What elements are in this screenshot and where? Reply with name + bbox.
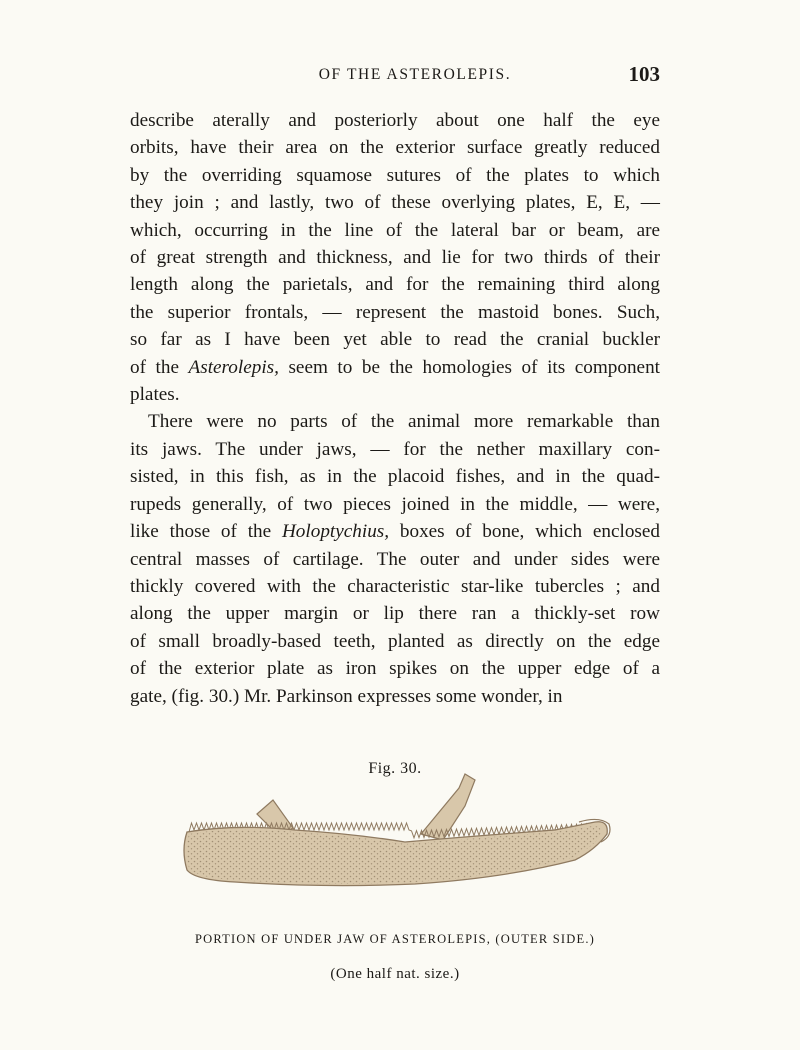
paragraph-1	[130, 107, 660, 408]
text-run: of the	[130, 356, 189, 378]
figure-label: Fig. 30.	[368, 760, 422, 777]
text-line: rupeds generally, of two pieces joined in the middle, — were,	[130, 493, 660, 515]
text-line	[130, 518, 660, 545]
text-line: along the upper margin or lip there ran a thickly-set row	[130, 603, 660, 625]
text-line: plates.	[130, 384, 180, 406]
text-line: gate, (fig. 30.) Mr. Parkinson expresses some wonder, in	[130, 685, 563, 707]
text-line: of great strength and thickness, and lie for two thirds of their	[130, 247, 660, 269]
italic-name: Asterolepis,	[188, 356, 279, 378]
text-line: central masses of cartilage. The outer and under sides were	[130, 548, 660, 570]
text-line: the superior frontals, — represent the mastoid bones. Such,	[130, 301, 660, 323]
italic-name: Holoptychius,	[281, 521, 390, 543]
text-line: which, occurring in the line of the lateral bar or beam, are	[130, 219, 660, 241]
text-line: sisted, in this fish, as in the placoid fishes, and in the quad-	[130, 466, 660, 488]
text-run: like those of the	[130, 521, 282, 543]
text-line: describe aterally and posteriorly about one half the eye	[130, 110, 660, 131]
text-line: length along the parietals, and for the remaining third along	[130, 274, 660, 296]
page-number: 103	[628, 62, 660, 86]
paragraph-2	[130, 408, 660, 709]
text-line: There were no parts of the animal more remarkable than	[148, 411, 660, 433]
jaw-illustration	[175, 770, 615, 900]
running-head: OF THE ASTEROLEPIS.	[318, 66, 512, 83]
text-line	[130, 354, 660, 381]
text-line: by the overriding squamose sutures of the plates to which	[130, 164, 660, 186]
page-header	[130, 62, 660, 90]
text-line: its jaws. The under jaws, — for the nether maxillary con-	[130, 438, 660, 460]
text-line: of small broadly-based teeth, planted as directly on the edge	[130, 630, 660, 652]
text-line: thickly covered with the characteristic star-like tubercles ; and	[130, 575, 660, 597]
figure-caption: PORTION OF UNDER JAW OF ASTEROLEPIS, (OUTER SIDE.)	[194, 932, 596, 946]
text-line: they join ; and lastly, two of these overlying plates, E, E, —	[130, 192, 660, 214]
text-line: so far as I have been yet able to read the cranial buckler	[130, 329, 660, 351]
text-run: boxes of bone, which enclosed	[389, 521, 660, 543]
body-text	[130, 107, 660, 710]
figure-sub-caption: (One half nat. size.)	[330, 966, 460, 982]
text-run: seem to be the homologies of its component	[278, 356, 660, 378]
text-line: orbits, have their area on the exterior surface greatly reduced	[130, 137, 660, 159]
text-line: of the exterior plate as iron spikes on the upper edge of a	[130, 658, 660, 680]
